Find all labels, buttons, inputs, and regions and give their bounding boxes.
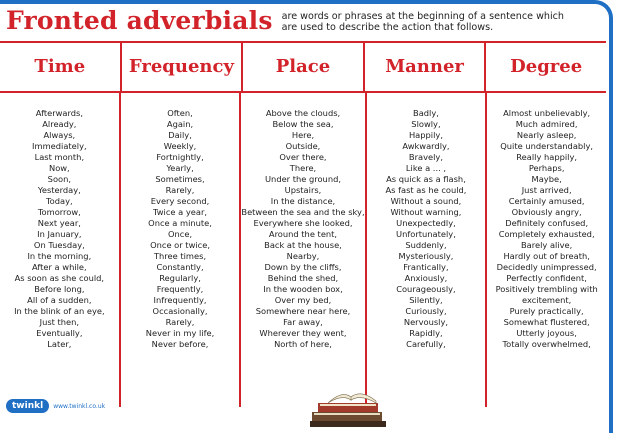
list-item: Afterwards, — [35, 108, 83, 118]
list-item: Suddenly, — [405, 240, 447, 250]
list-item: Positively trembling with — [495, 284, 598, 294]
column-manner — [367, 93, 488, 407]
list-item: Rarely, — [165, 317, 195, 327]
list-item: Three times, — [153, 251, 207, 261]
list-item: Decidedly unimpressed, — [496, 262, 597, 272]
list-item: Tomorrow, — [37, 207, 81, 217]
list-item: Daily, — [168, 130, 192, 140]
list-item: Yesterday, — [37, 185, 81, 195]
list-item: Frantically, — [403, 262, 449, 272]
list-item: In the wooden box, — [263, 284, 343, 294]
list-item: Wherever they went, — [259, 328, 347, 338]
list-item: Between the sea and the sky, — [241, 207, 365, 217]
list-item: Next year, — [37, 218, 81, 228]
list-item: Really happily, — [516, 152, 578, 162]
list-item: Like a ... , — [405, 163, 446, 173]
list-item: Rapidly, — [409, 328, 443, 338]
list-item: Never in my life, — [145, 328, 215, 338]
list-item: Again, — [166, 119, 194, 129]
list-item: Over there, — [279, 152, 327, 162]
list-item: Now, — [48, 163, 70, 173]
column-headings — [0, 41, 606, 93]
list-item: As quick as a flash, — [386, 174, 466, 184]
list-item: Just arrived, — [521, 185, 572, 195]
list-item: Unfortunately, — [396, 229, 456, 239]
list-item: Purely practically, — [509, 306, 584, 316]
list-item: Curiously, — [405, 306, 447, 316]
list-item: As soon as she could, — [14, 273, 105, 283]
list-item: Mysteriously, — [398, 251, 454, 261]
list-item: Outside, — [285, 141, 321, 151]
list-item: Nearby, — [286, 251, 320, 261]
list-item: Once, — [167, 229, 193, 239]
list-item: Below the sea, — [272, 119, 334, 129]
column-place — [241, 93, 366, 407]
list-item: All of a sudden, — [27, 295, 92, 305]
list-item: Far away, — [283, 317, 323, 327]
list-item: Unexpectedly, — [396, 218, 456, 228]
list-item: Upstairs, — [284, 185, 322, 195]
logo-url: www.twinkl.co.uk — [53, 402, 106, 410]
list-item: Somewhat flustered, — [503, 317, 590, 327]
list-item: Fortnightly, — [156, 152, 204, 162]
column-degree — [487, 93, 606, 407]
list-item: Under the ground, — [264, 174, 341, 184]
logo-badge: twinkl — [6, 399, 49, 413]
list-item: Definitely confused, — [505, 218, 589, 228]
column-time — [0, 93, 121, 407]
list-item: Happily, — [408, 130, 443, 140]
list-item: Over my bed, — [274, 295, 332, 305]
subtitle-line-2: are used to describe the action that follows. — [281, 22, 494, 33]
list-item: There, — [289, 163, 317, 173]
list-item: Silently, — [409, 295, 443, 305]
list-item: In the morning, — [27, 251, 92, 261]
list-item: Much admired, — [515, 119, 578, 129]
list-item: Last month, — [34, 152, 85, 162]
list-item: As fast as he could, — [385, 185, 467, 195]
list-item: In the blink of an eye, — [14, 306, 105, 316]
list-item: Courageously, — [396, 284, 456, 294]
list-item: Nervously, — [403, 317, 449, 327]
list-item: Above the clouds, — [265, 108, 341, 118]
list-item: Somewhere near here, — [255, 306, 351, 316]
list-item: Yearly, — [166, 163, 194, 173]
list-item: Back at the house, — [264, 240, 342, 250]
list-item: Sometimes, — [155, 174, 205, 184]
list-item: Soon, — [47, 174, 71, 184]
list-item: Once a minute, — [148, 218, 212, 228]
list-item: Maybe, — [531, 174, 562, 184]
list-item: Behind the shed, — [267, 273, 339, 283]
list-item: Constantly, — [156, 262, 204, 272]
list-item: Totally overwhelmed, — [502, 339, 591, 349]
list-item: In the distance, — [270, 196, 336, 206]
heading-time: Time — [0, 43, 122, 91]
books-icon — [306, 382, 392, 428]
list-item: On Tuesday, — [33, 240, 85, 250]
list-item: excitement, — [521, 295, 572, 305]
subtitle-line-1: are words or phrases at the beginning of a sentence which — [281, 11, 565, 22]
heading-place: Place — [243, 43, 365, 91]
list-item: Down by the cliffs, — [264, 262, 342, 272]
list-item: Utterly joyous, — [516, 328, 577, 338]
list-item: Without a sound, — [390, 196, 462, 206]
twinkl-logo — [6, 399, 105, 413]
list-item: Barely alive, — [520, 240, 573, 250]
list-item: Once or twice, — [150, 240, 210, 250]
list-item: Occasionally, — [152, 306, 208, 316]
list-item: Every second, — [150, 196, 210, 206]
list-item: Perfectly confident, — [506, 273, 587, 283]
list-item: Frequently, — [156, 284, 204, 294]
heading-degree: Degree — [510, 56, 583, 77]
list-item: Anxiously, — [404, 273, 448, 283]
list-item: Nearly asleep, — [516, 130, 577, 140]
list-item: Here, — [291, 130, 315, 140]
list-item: Weekly, — [163, 141, 197, 151]
list-item: Eventually, — [36, 328, 83, 338]
list-item: Obviously angry, — [511, 207, 582, 217]
list-item: Rarely, — [165, 185, 195, 195]
list-item: Often, — [167, 108, 193, 118]
list-item: Everywhere she looked, — [253, 218, 353, 228]
list-item: Infrequently, — [153, 295, 207, 305]
list-item: Bravely, — [408, 152, 443, 162]
list-item: Always, — [43, 130, 76, 140]
page-title: Fronted adverbials — [6, 6, 273, 35]
heading-manner: Manner — [365, 43, 487, 91]
list-item: Hardly out of breath, — [503, 251, 590, 261]
list-item: Without warning, — [390, 207, 462, 217]
heading-frequency: Frequency — [122, 43, 244, 91]
list-item: Before long, — [34, 284, 85, 294]
list-item: Around the tent, — [268, 229, 338, 239]
list-item: Never before, — [151, 339, 209, 349]
list-item: Already, — [42, 119, 77, 129]
column-frequency — [121, 93, 242, 407]
list-item: Quite understandably, — [500, 141, 594, 151]
list-item: Perhaps, — [528, 163, 565, 173]
list-item: Regularly, — [159, 273, 201, 283]
list-item: Certainly amused, — [508, 196, 585, 206]
list-item: Carefully, — [406, 339, 446, 349]
list-item: Almost unbelievably, — [503, 108, 591, 118]
list-item: Slowly, — [411, 119, 441, 129]
poster-header — [6, 6, 564, 36]
word-columns — [0, 93, 606, 407]
list-item: Completely exhausted, — [498, 229, 595, 239]
list-item: Badly, — [413, 108, 439, 118]
list-item: In January, — [37, 229, 82, 239]
list-item: Immediately, — [32, 141, 87, 151]
list-item: North of here, — [274, 339, 332, 349]
list-item: Later, — [47, 339, 72, 349]
page-subtitle — [282, 11, 564, 33]
list-item: Today, — [46, 196, 73, 206]
list-item: Just then, — [39, 317, 80, 327]
list-item: After a while, — [32, 262, 87, 272]
list-item: Awkwardly, — [402, 141, 450, 151]
list-item: Twice a year, — [153, 207, 208, 217]
